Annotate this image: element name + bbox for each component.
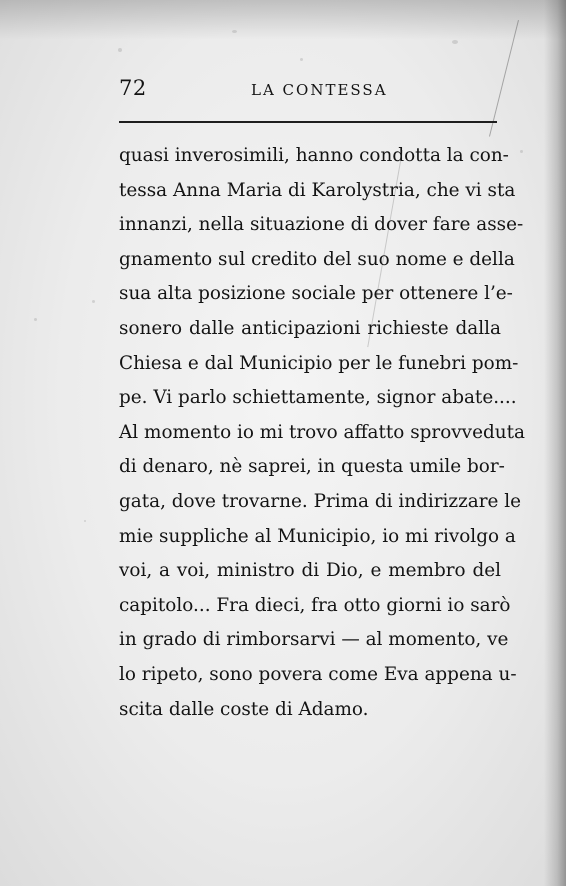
text-line: innanzi, nella situazione di dover fare asse- xyxy=(119,214,524,236)
text-line: voi, a voi, ministro di Dio, e membro del xyxy=(119,560,501,582)
header-rule xyxy=(119,121,497,123)
page-shadow-top xyxy=(0,0,566,40)
text-line: lo ripeto, sono povera come Eva appena u- xyxy=(119,663,517,685)
page-number: 72 xyxy=(119,76,147,100)
text-line: tessa Anna Maria di Karolystria, che vi sta xyxy=(119,179,516,201)
text-line: pe. Vi parlo schiettamente, signor abate.... xyxy=(119,387,517,409)
text-line: Al momento io mi trovo affatto sprovveduta xyxy=(119,421,525,443)
text-line: sonero dalle anticipazioni richieste dalla xyxy=(119,317,501,339)
scan-speck xyxy=(34,318,37,321)
page-header xyxy=(119,72,499,104)
scan-speck xyxy=(232,30,237,33)
text-line: quasi inverosimili, hanno condotta la con- xyxy=(119,145,509,166)
text-line: mie suppliche al Municipio, io mi rivolgo a xyxy=(119,525,516,547)
text-line: gnamento sul credito del suo nome e della xyxy=(119,248,515,270)
scan-speck xyxy=(300,58,303,61)
text-line: di denaro, nè saprei, in questa umile bor- xyxy=(119,456,505,478)
text-line: scita dalle coste di Adamo. xyxy=(119,698,369,720)
page-shadow-right xyxy=(544,0,566,886)
text-line: sua alta posizione sociale per ottenere l’e- xyxy=(119,283,513,305)
text-line: in grado di rimborsarvi — al momento, ve xyxy=(119,629,509,651)
running-title: LA CONTESSA xyxy=(251,81,388,99)
scan-speck xyxy=(452,40,458,44)
scan-speck xyxy=(92,300,95,303)
text-line: capitolo... Fra dieci, fra otto giorni io sarò xyxy=(119,594,511,616)
text-line: Chiesa e dal Municipio per le funebri pom- xyxy=(119,352,519,374)
scan-speck xyxy=(520,150,523,153)
text-line: gata, dove trovarne. Prima di indirizzare le xyxy=(119,490,522,512)
body-text xyxy=(119,139,525,727)
scan-speck xyxy=(84,520,86,522)
scan-speck xyxy=(118,48,122,52)
